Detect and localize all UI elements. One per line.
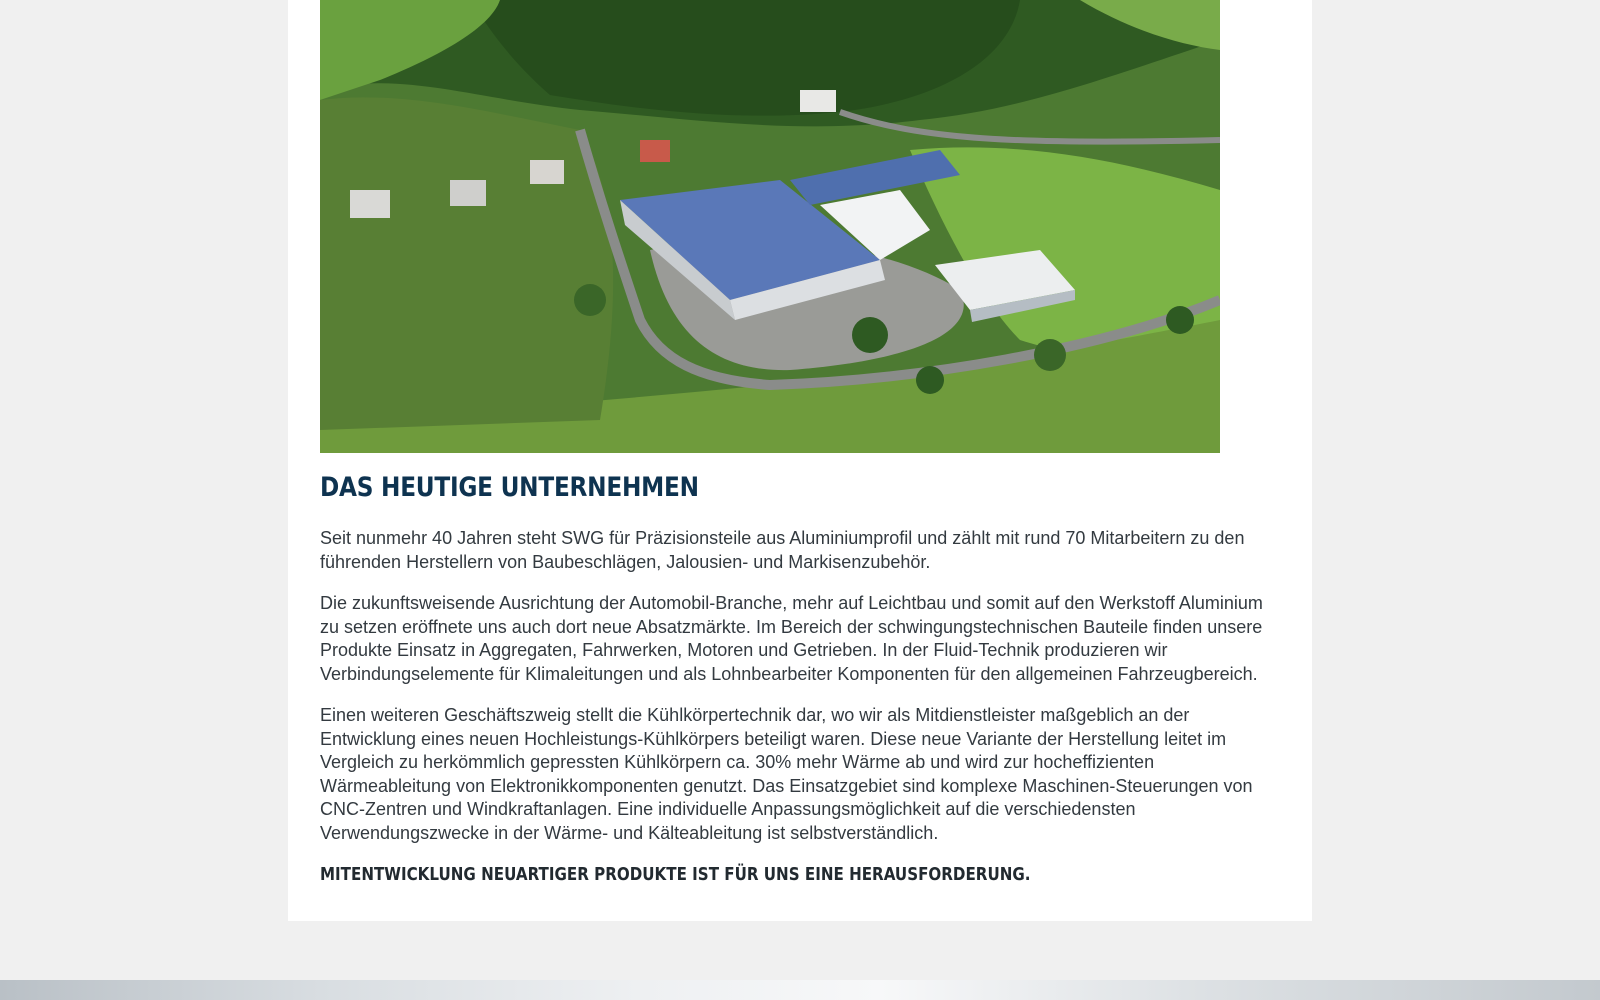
paragraph-heatsink: Einen weiteren Geschäftszweig stellt die Kühlkörpertechnik dar, wo wir als Mitdienstleister maßgeblich an der Entwicklung eines neuen Hochleistungs-Kühlkörpers beteiligt waren. Diese neue Variante der Herstellung leitet im Vergleich zu herkömmlich gepressten Kühlkörpern ca. 30% mehr Wärme ab und wird zur hocheffizienten Wärmeableitung von Elektronikkomponenten genutzt. Das Einsatzgebiet sind komplexe Maschinen-Steuerungen von CNC-Zentren und Windkraftanlagen. Eine individuelle Anpassungsmöglichkeit auf die verschiedensten Verwendungszwecke in der Wärme- und Kälteableitung ist selbstverständlich. <box>320 705 1253 843</box>
paragraph-automotive: Die zukunftsweisende Ausrichtung der Automobil-Branche, mehr auf Leichtbau und somit auf den Werkstoff Aluminium zu setzen eröffnete uns auch dort neue Absatzmärkte. Im Bereich der schwingungstechnischen Bauteile finden unsere Produkte Einsatz in Aggregaten, Fahrwerken, Motoren und Getrieben. In der Fluid-Technik produzieren wir Verbindungselemente für Klimaleitungen und als Lohnbearbeiter Komponenten für den allgemeinen Fahrzeugbereich. <box>320 593 1263 684</box>
tagline: MITENTWICKLUNG NEUARTIGER PRODUKTE IST FÜR UNS EINE HERAUSFORDERUNG. <box>320 864 1031 885</box>
footer-band <box>0 980 1600 1000</box>
company-aerial-photo <box>320 0 1220 453</box>
section-body <box>320 527 1270 863</box>
content-card <box>288 0 1312 921</box>
paragraph-intro: Seit nunmehr 40 Jahren steht SWG für Präzisionsteile aus Aluminiumprofil und zählt mit rund 70 Mitarbeitern zu den führenden Herstellern von Baubeschlägen, Jalousien- und Markisenzubehör. <box>320 528 1245 572</box>
section-heading: DAS HEUTIGE UNTERNEHMEN <box>320 472 699 503</box>
aerial-photo-illustration <box>320 0 1220 453</box>
